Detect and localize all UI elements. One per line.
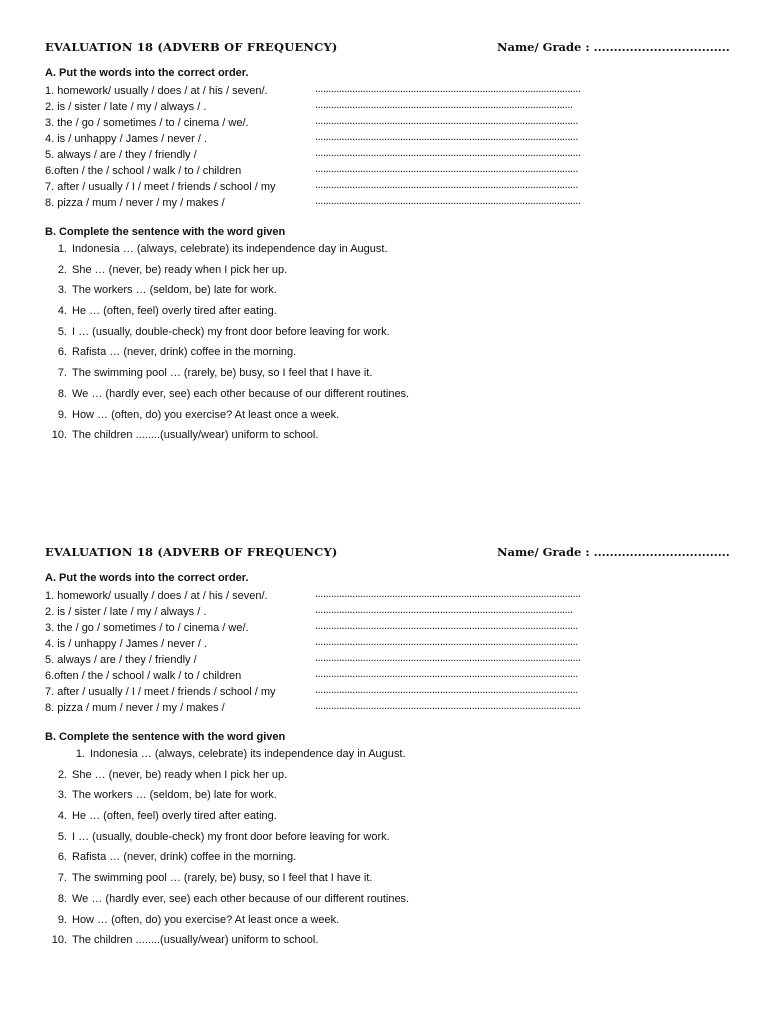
reorder-words: 2. is / sister / late / my / always / .	[45, 101, 207, 113]
sentence-text: The children ........(usually/wear) uniform to school.	[72, 934, 319, 947]
worksheet-title: EVALUATION 18 (ADVERB OF FREQUENCY)	[45, 545, 338, 559]
sentence-item	[45, 241, 725, 262]
answer-blank[interactable]: ...................................................................................................	[315, 179, 578, 191]
sentence-item	[45, 365, 725, 386]
reorder-words: 3. the / go / sometimes / to / cinema / we/.	[45, 117, 249, 129]
sentence-item	[45, 808, 725, 829]
reorder-words: 4. is / unhappy / James / never / .	[45, 133, 208, 145]
sentence-item	[45, 303, 725, 324]
reorder-words: 1. homework/ usually / does / at / his / seven/.	[45, 590, 268, 602]
sentence-text: She … (never, be) ready when I pick her up.	[72, 263, 288, 276]
reorder-words: 5. always / are / they / friendly /	[45, 149, 197, 161]
sentence-item	[45, 829, 725, 850]
reorder-words: 1. homework/ usually / does / at / his / seven/.	[45, 85, 268, 97]
section-b-heading: B. Complete the sentence with the word given	[45, 731, 286, 743]
item-number: 3.	[57, 789, 67, 802]
item-number: 6.	[57, 346, 67, 359]
sentence-text: He … (often, feel) overly tired after eating.	[72, 305, 277, 318]
answer-blank[interactable]: ....................................................................................................	[315, 700, 581, 712]
reorder-words: 4. is / unhappy / James / never / .	[45, 638, 208, 650]
sentence-item	[45, 386, 725, 407]
sentence-text: How … (often, do) you exercise? At least once a week.	[72, 408, 340, 421]
answer-blank[interactable]: ....................................................................................................	[315, 195, 581, 207]
reorder-words: 7. after / usually / I / meet / friends / school / my	[45, 181, 276, 193]
reorder-words: 3. the / go / sometimes / to / cinema / we/.	[45, 622, 249, 634]
answer-blank[interactable]: ...................................................................................................	[315, 684, 578, 696]
answer-blank[interactable]: ...................................................................................................	[315, 115, 578, 127]
reorder-words: 5. always / are / they / friendly /	[45, 654, 197, 666]
sentence-text: The swimming pool … (rarely, be) busy, so I feel that I have it.	[72, 872, 373, 885]
sentence-text: She … (never, be) ready when I pick her up.	[72, 768, 288, 781]
section-b-heading: B. Complete the sentence with the word given	[45, 226, 286, 238]
sentence-item	[45, 912, 725, 933]
reorder-words: 2. is / sister / late / my / always / .	[45, 606, 207, 618]
answer-blank[interactable]: ....................................................................................................	[315, 652, 581, 664]
item-number: 4.	[57, 810, 67, 823]
reorder-item	[45, 700, 725, 716]
item-number: 7.	[57, 367, 67, 380]
reorder-words: 7. after / usually / I / meet / friends / school / my	[45, 686, 276, 698]
sentence-item	[45, 427, 725, 448]
sentence-item	[45, 344, 725, 365]
item-number: 8.	[57, 387, 67, 400]
section-a-heading: A. Put the words into the correct order.	[45, 572, 249, 584]
reorder-words: 8. pizza / mum / never / my / makes /	[45, 702, 225, 714]
sentence-item	[45, 891, 725, 912]
sentence-item	[45, 849, 725, 870]
item-number: 10.	[51, 429, 67, 442]
reorder-words: 6.often / the / school / walk / to / children	[45, 670, 242, 682]
sentence-item	[45, 324, 725, 345]
sentence-item	[45, 407, 725, 428]
answer-blank[interactable]: ...................................................................................................	[315, 163, 578, 175]
answer-blank[interactable]: ...................................................................................................	[315, 668, 578, 680]
sentence-text: Indonesia … (always, celebrate) its independence day in August.	[90, 748, 406, 760]
sentence-text: The swimming pool … (rarely, be) busy, so I feel that I have it.	[72, 367, 373, 380]
answer-blank[interactable]: ...................................................................................................	[315, 131, 578, 143]
sentence-text: Indonesia … (always, celebrate) its independence day in August.	[72, 243, 388, 255]
item-number: 1.	[57, 243, 67, 255]
item-number: 8.	[57, 892, 67, 905]
sentence-text: I … (usually, double-check) my front door before leaving for work.	[72, 325, 390, 338]
sentence-item	[45, 262, 725, 283]
sentence-item	[45, 870, 725, 891]
section-a-list	[45, 588, 725, 716]
section-b-list	[45, 746, 725, 953]
sentence-item	[45, 787, 725, 808]
sentence-item	[45, 746, 725, 767]
item-number: 1.	[75, 748, 85, 760]
answer-blank[interactable]: ...................................................................................................	[315, 636, 578, 648]
answer-blank[interactable]: ....................................................................................................	[315, 83, 581, 95]
sentence-text: The children ........(usually/wear) uniform to school.	[72, 429, 319, 442]
item-number: 10.	[51, 934, 67, 947]
sentence-text: The workers … (seldom, be) late for work.	[72, 789, 277, 802]
item-number: 7.	[57, 872, 67, 885]
sentence-text: He … (often, feel) overly tired after eating.	[72, 810, 277, 823]
answer-blank[interactable]: ....................................................................................................	[315, 147, 581, 159]
worksheet-title: EVALUATION 18 (ADVERB OF FREQUENCY)	[45, 40, 338, 54]
sentence-text: How … (often, do) you exercise? At least once a week.	[72, 913, 340, 926]
item-number: 5.	[57, 830, 67, 843]
item-number: 4.	[57, 305, 67, 318]
item-number: 9.	[57, 913, 67, 926]
sentence-item	[45, 767, 725, 788]
sentence-item	[45, 282, 725, 303]
answer-blank[interactable]: .................................................................................................	[315, 99, 573, 111]
section-a-list	[45, 83, 725, 211]
reorder-words: 8. pizza / mum / never / my / makes /	[45, 197, 225, 209]
item-number: 2.	[57, 768, 67, 781]
sentence-text: The workers … (seldom, be) late for work.	[72, 284, 277, 297]
item-number: 3.	[57, 284, 67, 297]
sentence-text: Rafista … (never, drink) coffee in the morning.	[72, 346, 297, 359]
sentence-text: We … (hardly ever, see) each other because of our different routines.	[72, 387, 410, 400]
name-grade-field[interactable]: Name/ Grade : ..................................	[497, 40, 730, 54]
sentence-item	[45, 932, 725, 953]
answer-blank[interactable]: .................................................................................................	[315, 604, 573, 616]
answer-blank[interactable]: ...................................................................................................	[315, 620, 578, 632]
item-number: 6.	[57, 851, 67, 864]
item-number: 9.	[57, 408, 67, 421]
sentence-text: Rafista … (never, drink) coffee in the morning.	[72, 851, 297, 864]
sentence-text: I … (usually, double-check) my front door before leaving for work.	[72, 830, 390, 843]
item-number: 5.	[57, 325, 67, 338]
section-b-list	[45, 241, 725, 448]
name-grade-field[interactable]: Name/ Grade : ..................................	[497, 545, 730, 559]
answer-blank[interactable]: ....................................................................................................	[315, 588, 581, 600]
item-number: 2.	[57, 263, 67, 276]
reorder-words: 6.often / the / school / walk / to / children	[45, 165, 242, 177]
reorder-item	[45, 195, 725, 211]
section-a-heading: A. Put the words into the correct order.	[45, 67, 249, 79]
sentence-text: We … (hardly ever, see) each other because of our different routines.	[72, 892, 410, 905]
